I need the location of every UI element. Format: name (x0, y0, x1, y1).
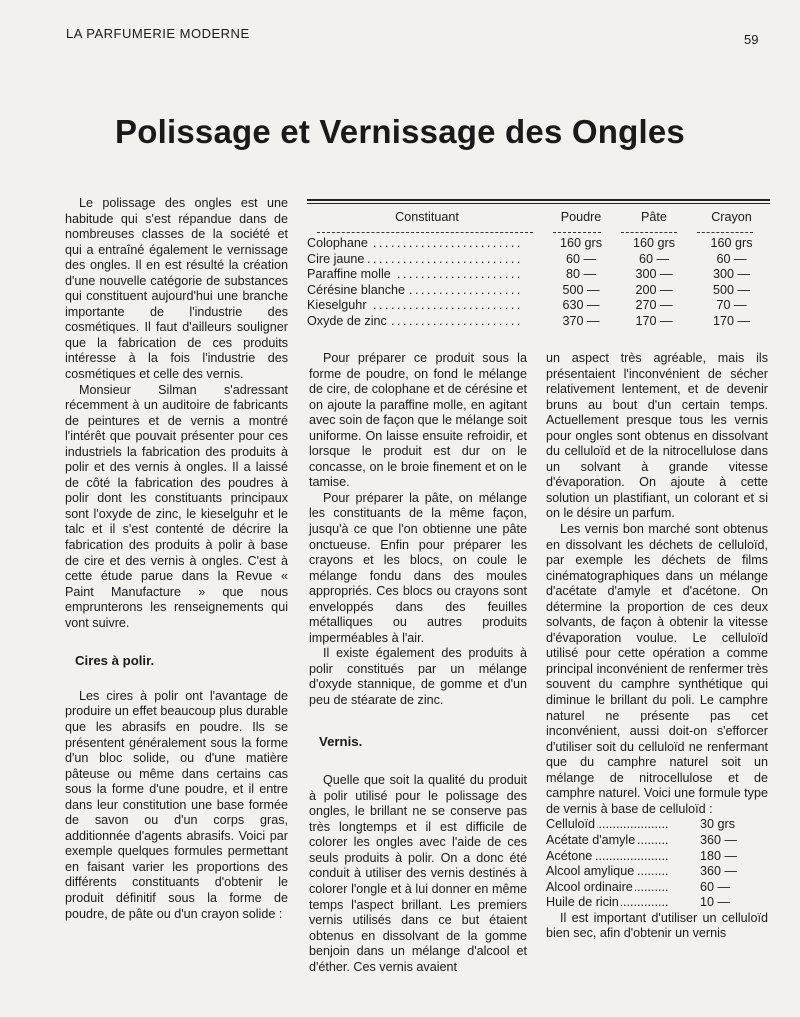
table-row (307, 267, 770, 283)
paragraph: Monsieur Silman s'adressant récemment à un auditoire de fabricants de peintures et de vernis a montré l'intérêt que pouvait présenter pour ces industriels la fabrication des produits à polir et des vernis à ongles. Il a laissé de côté la fabrication des poudres à polir dont les constituants principaux sont l'oxyde de zinc, le kieselguhr et le talc et il s'est contenté de décrire la fabrication des produits à polir à base de cire et des vernis à ongles. C'est à cette étude parue dans la Revue « Paint Manufacture » que nous emprunterons les renseignements qui vont suivre. (65, 382, 288, 630)
table-row (307, 236, 770, 252)
formula-row (546, 864, 768, 880)
table-cell: 160 grs (632, 236, 675, 250)
paragraph: Pour préparer la pâte, on mélange les constituants de la même façon, jusqu'à ce que l'on obtienne une pâte onctueuse. Enfin pour préparer les crayons et les blocs, on coule le mélange fondu dans des moules appropriés. Ces blocs ou crayons sont enveloppés dans des feuilles métalliques ou autres produits imperméables à l'air. (309, 490, 527, 645)
table-row (307, 298, 770, 314)
table-cell: Kieselguhr (307, 298, 370, 312)
formula-amount: 360 — (700, 832, 738, 847)
formula-amount: 10 — (700, 895, 731, 910)
formula-table (307, 199, 770, 330)
paragraph: Pour préparer ce produit sous la forme de poudre, on fond le mélange de cire, de colophane et de cérésine et on ajoute la paraffine molle, en agitant avec soin de façon que le mélange soit uniforme. On laisse ensuite refroidir, et lorsque le produit est dur on le concasse, on le broie finement et on le tamise. (309, 351, 527, 490)
article-title: Polissage et Vernissage des Ongles (115, 113, 685, 150)
table-row (307, 283, 770, 299)
table-row (307, 314, 770, 330)
table-row (307, 252, 770, 268)
formula-row (546, 849, 768, 865)
formula-row (546, 817, 768, 833)
table-cell: Cire jaune (307, 252, 367, 266)
paragraph: Il existe également des produits à polir constitués par un mélange d'oxyde stannique, de gomme et d'un peu de stéarate de zinc. (309, 646, 527, 708)
formula-ingredient: Alcool ordinaire (546, 879, 633, 894)
formula-ingredient: Celluloïd (546, 817, 596, 832)
varnish-formula (546, 817, 768, 910)
table-cell: 60 — (565, 251, 597, 266)
table-cell: 60 — (716, 251, 747, 266)
formula-ingredient: Acétate d'amyle (546, 832, 636, 847)
formula-amount: 30 grs (700, 817, 736, 832)
paragraph: Il est important d'utiliser un celluloïd bien sec, afin d'obtenir un vernis (546, 910, 768, 941)
table-cell: 500 — (712, 282, 751, 297)
formula-amount: 360 — (700, 864, 738, 879)
column-3 (546, 351, 768, 942)
table-cell: Cérésine blanche (307, 283, 408, 297)
formula-ingredient: Alcool amylique (546, 864, 635, 879)
table-cell: 70 — (716, 298, 747, 313)
table-cell: Oxyde de zinc (307, 314, 390, 328)
formula-row (546, 895, 768, 911)
table-cell: 300 — (712, 267, 751, 282)
table-cell: 160 grs (710, 236, 753, 250)
column-2 (309, 351, 527, 975)
table-header-cell: Crayon (711, 210, 752, 224)
column-1 (65, 196, 288, 922)
formula-ingredient: Huile de ricin (546, 895, 619, 910)
table-cell: 170 — (712, 313, 751, 328)
section-heading-vernis: Vernis. (319, 733, 363, 749)
paragraph: Quelle que soit la qualité du produit à polir utilisé pour le polissage des ongles, le brillant ne se conserve pas très longtemps et il est difficile de colorer les ongles avec l'aide de ces seuls produits à polir. On a donc été conduit à utiliser des vernis destinés à colorer l'ongle et à lui donner en même temps l'aspect brillant. Les premiers vernis utilisés dans ce but étaient obtenus en dissolvant de la gomme benjoin dans un mélange d'alcool et d'éther. Ces vernis avaient (309, 773, 527, 974)
table-header-cell: Constituant (395, 210, 459, 224)
table-cell: 200 — (635, 282, 673, 297)
table-cell: 630 — (562, 298, 600, 313)
table-cell: 500 — (562, 282, 600, 297)
formula-amount: 60 — (700, 879, 731, 894)
formula-ingredient: Acétone (546, 848, 593, 863)
table-cell: 300 — (635, 267, 673, 282)
paragraph: Le polissage des ongles est une habitude qui s'est répandue dans de nombreuses classes de la société et qui a entraîné également le vernissage des ongles. Il en est résulté la création d'une nouvelle catégorie de substances qui constituent aujourd'hui une branche importante de l'industrie des cosmétiques. Il faut d'ailleurs souligner que la fabrication de ces produits intéresse à la fois l'industrie des cosmétiques et celle des vernis. (65, 196, 288, 382)
table-cell: Colophane (307, 236, 371, 250)
section-heading-cires: Cires à polir. (75, 653, 155, 669)
table-header-row (307, 204, 770, 230)
table-cell: 370 — (562, 313, 600, 328)
table-cell: 170 — (635, 313, 673, 328)
table-cell: 270 — (635, 298, 673, 313)
paragraph: Les vernis bon marché sont obtenus en dissolvant les déchets de celluloïd, par exemple les déchets de films cinématographiques dans un mélange d'acétate d'amyle et d'acétone. On détermine la proportion de ces deux solvants, de façon à obtenir la vitesse d'évaporation voulue. Le celluloïd utilisé pour cette opération a comme principal inconvénient de renfermer très souvent du camphre synthétique qui diminue le brillant du poli. Le camphre naturel ne présente pas cet inconvénient, aussi doit-on s'efforcer d'utiliser soit du celluloïd ne renfermant que du camphre naturel soit un mélange de nitrocellulose et de camphre naturel. Voici une formule type de vernis à base de celluloïd : (546, 522, 768, 816)
table-cell: 160 grs (559, 236, 602, 250)
running-title: LA PARFUMERIE MODERNE (66, 26, 250, 41)
table-cell: Paraffine molle (307, 267, 394, 281)
paragraph: un aspect très agréable, mais ils présentaient l'inconvénient de sécher relativement lentement, et de devenir bruns au bout d'un certain temps. Actuellement presque tous les vernis pour ongles sont obtenus en dissolvant du celluloïd et de la nitrocellulose dans un solvant à grande vitesse d'évaporation. On ajoute à cette solution un plastifiant, un colorant et si on le désire un parfum. (546, 351, 768, 521)
table-header-cell: Pâte (641, 210, 667, 224)
paragraph: Les cires à polir ont l'avantage de produire un effet beaucoup plus durable que les abrasifs en poudre. Ils se présentent généralement sous la forme d'un bloc solide, ou d'une matière pâteuse ou même dans certains cas sous la forme d'une poudre, et il entre dans leur constitution une base formée de savon ou d'un corps gras, additionnée d'agents abrasifs. Voici par exemple quelques formules permettant en faisant varier les proportions des différents constituants d'obtenir le produit définitif sous la forme de poudre, de pâte ou d'un crayon solide : (65, 688, 288, 921)
formula-row (546, 880, 768, 896)
page-number: 59 (744, 32, 759, 47)
formula-row (546, 833, 768, 849)
table-cell: 60 — (638, 251, 670, 266)
table-header-cell: Poudre (560, 210, 602, 224)
formula-amount: 180 — (700, 848, 738, 863)
table-cell: 80 — (565, 267, 597, 282)
